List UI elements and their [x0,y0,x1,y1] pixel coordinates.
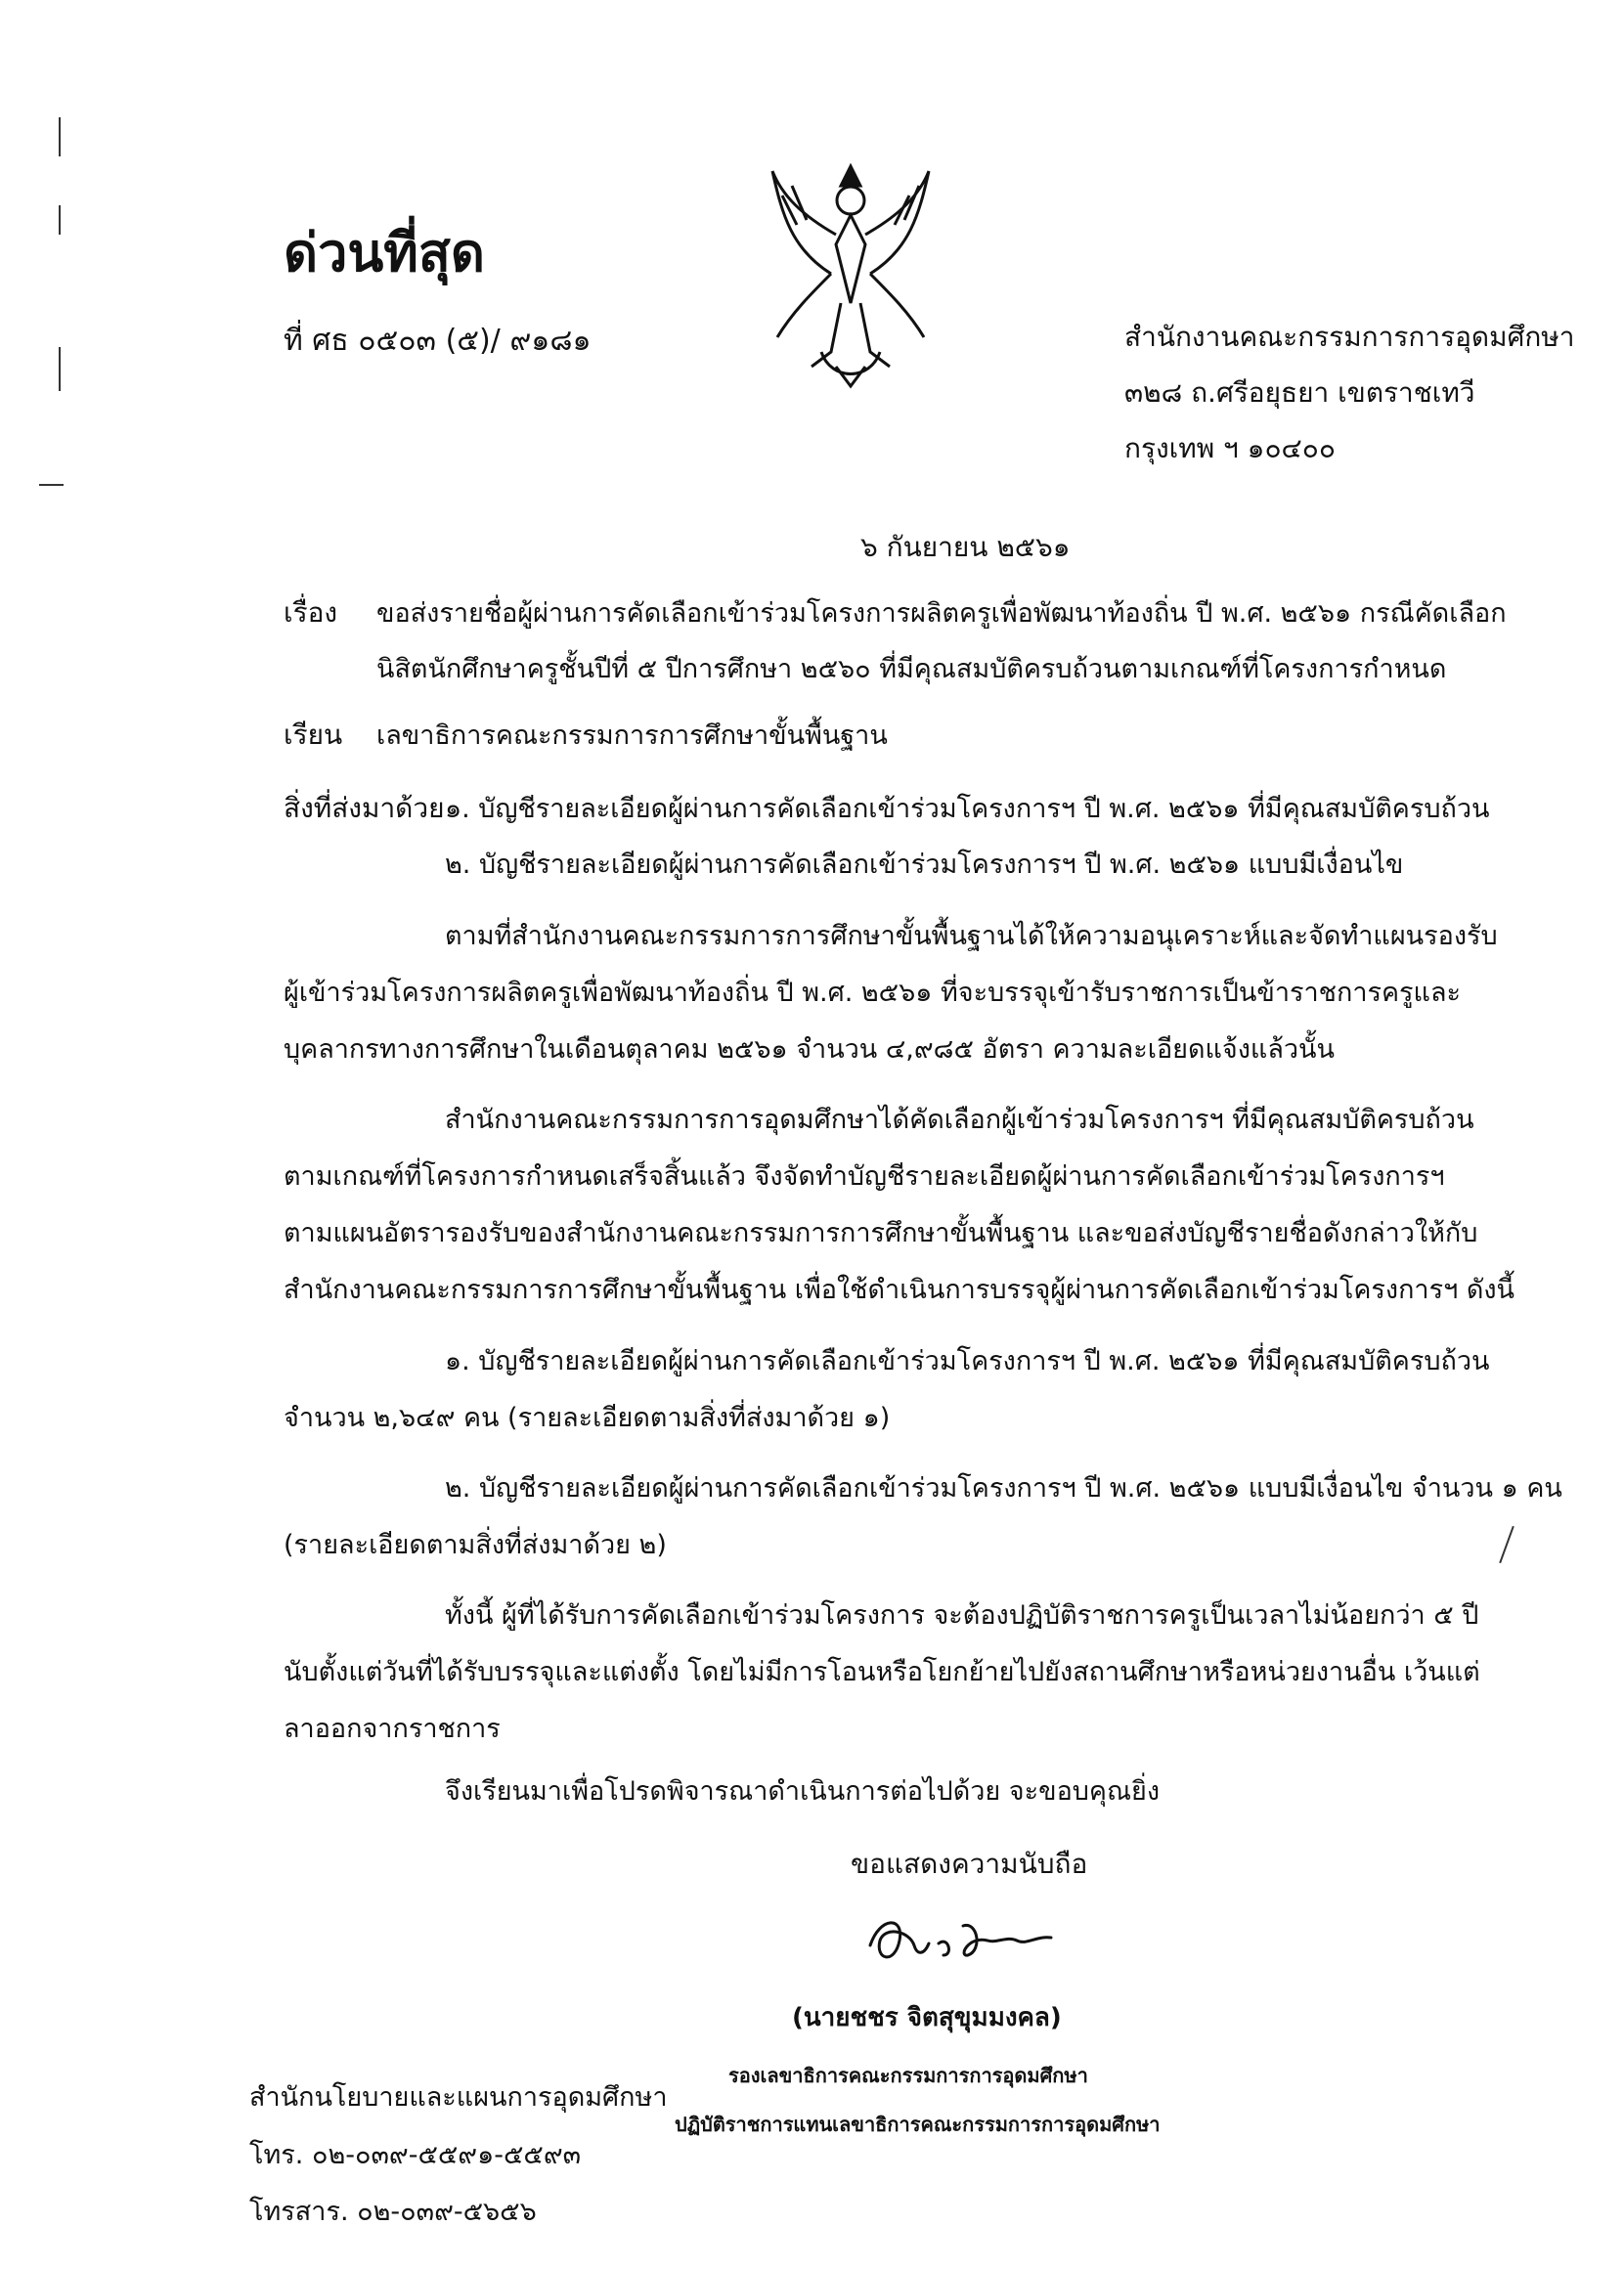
signer-position: ปฏิบัติราชการแทนเลขาธิการคณะกรรมการการอุดมศึกษา [675,2113,1161,2136]
subject-label: เรื่อง [284,596,338,629]
recipient: เลขาธิการคณะกรรมการการศึกษาขั้นพื้นฐาน [376,720,888,751]
body-line: จึงเรียนมาเพื่อโปรดพิจารณาดำเนินการต่อไปด้วย จะขอบคุณยิ่ง [445,1776,1161,1807]
subject-line: นิสิตนักศึกษาครูชั้นปีที่ ๕ ปีการศึกษา ๒๕๖๐ ที่มีคุณสมบัติครบถ้วนตามเกณฑ์ที่โครงการกำหนด [376,654,1447,684]
document-date: ๖ กันยายน ๒๕๖๑ [860,531,1071,563]
scan-artifact [39,484,64,486]
closing-regards: ขอแสดงความนับถือ [851,1848,1088,1880]
body-line: ผู้เข้าร่วมโครงการผลิตครูเพื่อพัฒนาท้องถิ่น ปี พ.ศ. ๒๕๖๑ ที่จะบรรจุเข้ารับราชการเป็นข้าราชการครูและ [284,978,1462,1008]
body-line: บุคลากรทางการศึกษาในเดือนตุลาคม ๒๕๖๑ จำนวน ๔,๙๘๕ อัตรา ความละเอียดแจ้งแล้วนั้น [284,1034,1335,1065]
signature-image [860,1906,1056,1975]
to-label: เรียน [284,719,343,751]
body-line: ตามที่สำนักงานคณะกรรมการการศึกษาขั้นพื้นฐานได้ให้ความอนุเคราะห์และจัดทำแผนรองรับ [445,921,1498,951]
body-line: สำนักงานคณะกรรมการการศึกษาขั้นพื้นฐาน เพื่อใช้ดำเนินการบรรจุผู้ผ่านการคัดเลือกเข้าร่วมโครงการฯ ดังนี้ [284,1275,1514,1305]
body-line: จำนวน ๒,๖๔๙ คน (รายละเอียดตามสิ่งที่ส่งมาด้วย ๑) [284,1403,891,1433]
scan-artifact [59,347,61,391]
footer-tel: โทร. ๐๒-๐๓๙-๕๕๙๑-๕๕๙๓ [249,2140,582,2170]
footer-fax: โทรสาร. ๐๒-๐๓๙-๕๖๕๖ [249,2197,537,2227]
document-number: ที่ ศธ ๐๕๐๓ (๕)/ ๙๑๘๑ [284,324,592,358]
enclosure-item: ๒. บัญชีรายละเอียดผู้ผ่านการคัดเลือกเข้าร่วมโครงการฯ ปี พ.ศ. ๒๕๖๑ แบบมีเงื่อนไข [445,850,1404,880]
body-line: สำนักงานคณะกรรมการการอุดมศึกษาได้คัดเลือกผู้เข้าร่วมโครงการฯ ที่มีคุณสมบัติครบถ้วน [445,1105,1474,1135]
sender-line: ๓๒๘ ถ.ศรีอยุธยา เขตราชเทวี [1124,376,1475,409]
urgency-heading: ด่วนที่สุด [284,222,485,284]
signer-name: (นายชชร จิตสุขุมมงคล) [792,2003,1062,2032]
sender-line: กรุงเทพ ฯ ๑๐๔๐๐ [1124,432,1336,464]
enclosure-item: ๑. บัญชีรายละเอียดผู้ผ่านการคัดเลือกเข้าร่วมโครงการฯ ปี พ.ศ. ๒๕๖๑ ที่มีคุณสมบัติครบถ้วน [445,794,1490,824]
garuda-emblem-icon [753,156,948,391]
body-line: ลาออกจากราชการ [284,1714,501,1744]
footer-office: สำนักนโยบายและแผนการอุดมศึกษา [249,2082,668,2113]
body-line: (รายละเอียดตามสิ่งที่ส่งมาด้วย ๒) [284,1530,667,1560]
body-line: นับตั้งแต่วันที่ได้รับบรรจุและแต่งตั้ง โดยไม่มีการโอนหรือโยกย้ายไปยังสถานศึกษาหรือหน่วยงานอื่น เว้นแต่ [284,1657,1480,1687]
scan-artifact [59,205,61,235]
sender-line: สำนักงานคณะกรรมการการอุดมศึกษา [1124,321,1575,353]
body-line: ๑. บัญชีรายละเอียดผู้ผ่านการคัดเลือกเข้าร่วมโครงการฯ ปี พ.ศ. ๒๕๖๑ ที่มีคุณสมบัติครบถ้วน [445,1346,1490,1376]
body-line: ๒. บัญชีรายละเอียดผู้ผ่านการคัดเลือกเข้าร่วมโครงการฯ ปี พ.ศ. ๒๕๖๑ แบบมีเงื่อนไข จำนวน ๑ คน [445,1473,1562,1504]
scan-artifact [1499,1526,1514,1563]
subject-line: ขอส่งรายชื่อผู้ผ่านการคัดเลือกเข้าร่วมโครงการผลิตครูเพื่อพัฒนาท้องถิ่น ปี พ.ศ. ๒๕๖๑ กรณีคัดเลือก [376,598,1507,629]
scan-artifact [59,117,61,156]
enclosure-label: สิ่งที่ส่งมาด้วย [284,792,445,824]
body-line: ทั้งนี้ ผู้ที่ได้รับการคัดเลือกเข้าร่วมโครงการ จะต้องปฏิบัติราชการครูเป็นเวลาไม่น้อยกว่า ๕ ปี [445,1600,1479,1631]
body-line: ตามแผนอัตรารองรับของสำนักงานคณะกรรมการการศึกษาขั้นพื้นฐาน และขอส่งบัญชีรายชื่อดังกล่าวให้กับ [284,1218,1478,1248]
signer-position: รองเลขาธิการคณะกรรมการการอุดมศึกษา [728,2064,1088,2087]
body-line: ตามเกณฑ์ที่โครงการกำหนดเสร็จสิ้นแล้ว จึงจัดทำบัญชีรายละเอียดผู้ผ่านการคัดเลือกเข้าร่วมโครงการฯ [284,1161,1445,1192]
